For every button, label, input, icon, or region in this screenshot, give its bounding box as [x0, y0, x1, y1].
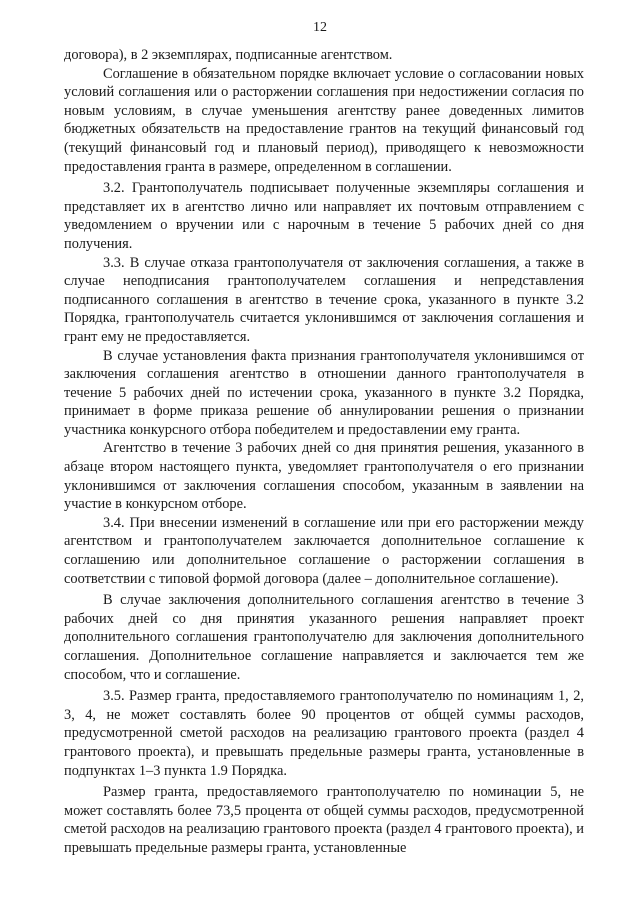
paragraph-3-5: 3.5. Размер гранта, предоставляемого грантополучателю по номинациям 1, 2, 3, 4, не может составлять более 90 процентов от общей суммы расходов, предусмотренной сметой расходов на реализацию грантового проекта (раздел 4 грантового проекта), и превышать предельные размеры гранта, установленные в подпунктах 1–3 пункта 1.9 Порядка. [64, 688, 584, 779]
document-body [64, 46, 584, 858]
paragraph-grant-size-nomination-5: Размер гранта, предоставляемого грантополучателю по номинации 5, не может составлять более 73,5 процента от общей суммы расходов, предусмотренной сметой расходов на реализацию грантового проекта (раздел 4 грантового проекта), и превышать предельные размеры гранта, установленные [64, 784, 584, 856]
paragraph-3-3: 3.3. В случае отказа грантополучателя от заключения соглашения, а также в случае неподписания грантополучателем соглашения и непредставления подписанного соглашения в агентство в течение срока, указанного в пункте 3.2 Порядка, грантополучатель считается уклонившимся от заключения соглашения и грант ему не предоставляется. [64, 254, 584, 345]
paragraph-additional-agreement: В случае заключения дополнительного соглашения агентство в течение 3 рабочих дней со дня принятия указанного решения направляет проект дополнительного соглашения грантополучателю для заключения дополнительного соглашения. Дополнительное соглашение направляется и заключается тем же способом, что и соглашение. [64, 592, 584, 683]
paragraph-evasion-notice: Агентство в течение 3 рабочих дней со дня принятия решения, указанного в абзаце втором настоящего пункта, уведомляет грантополучателя о его признании уклонившимся от заключения соглашения способом, указанным в заявлении на участие в конкурсном отборе. [64, 440, 584, 513]
paragraph-continuation: договора), в 2 экземплярах, подписанные агентством. [64, 47, 393, 63]
paragraph-evasion-decision: В случае установления факта признания грантополучателя уклонившимся от заключения соглашения агентство в отношении данного грантополучателя в течение 5 рабочих дней по истечении срока, указанного в пункте 3.2 Порядка, принимает в форме приказа решение об аннулировании решения о признании участника конкурсного отбора победителем и предоставлении ему гранта. [64, 347, 584, 438]
paragraph-agreement-conditions: Соглашение в обязательном порядке включает условие о согласовании новых условий соглашения или о расторжении соглашения при недостижении согласия по новым условиям, в случае уменьшения агентству ранее доведенных лимитов бюджетных обязательств на предоставление грантов на текущий финансовый год (текущий финансовый год и плановый период), приводящего к невозможности предоставления гранта в размере, определенном в соглашении. [64, 65, 584, 175]
paragraph-3-4: 3.4. При внесении изменений в соглашение или при его расторжении между агентством и грантополучателем заключается дополнительное соглашение к соглашению или дополнительное соглашение о расторжении соглашения в соответствии с типовой формой договора (далее – дополнительное соглашение). [64, 514, 584, 587]
paragraph-3-2: 3.2. Грантополучатель подписывает полученные экземпляры соглашения и представляет их в агентство лично или направляет их почтовым отправлением с уведомлением о вручении или с нарочным в течение 5 рабочих дней со дня получения. [64, 180, 584, 252]
page-number: 12 [313, 20, 327, 35]
